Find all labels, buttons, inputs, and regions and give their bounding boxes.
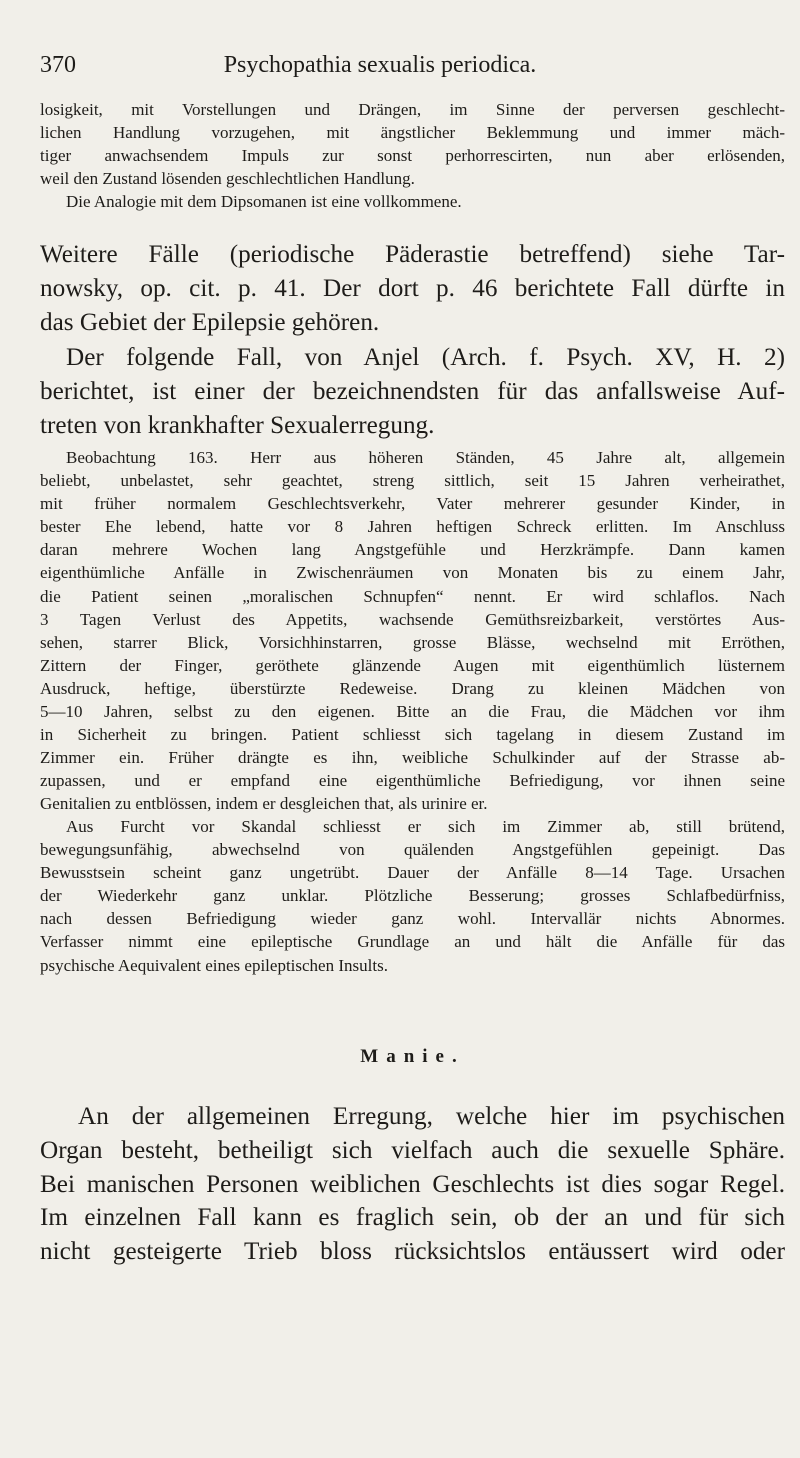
text-line: Zimmer ein. Früher drängte es ihn, weibliche Schulkinder auf der Strasse ab- [40, 748, 785, 768]
text-line: in Sicherheit zu bringen. Patient schliesst sich tagelang in diesem Zustand im [40, 725, 785, 745]
text-line: lichen Handlung vorzugehen, mit ängstlicher Beklemmung und immer mäch- [40, 123, 785, 143]
text-line: 3 Tagen Verlust des Appetits, wachsende Gemüthsreizbarkeit, verstörtes Aus- [40, 609, 785, 629]
text-line: weil den Zustand lösenden geschlechtlichen Handlung. [40, 169, 415, 189]
page-number: 370 [40, 52, 76, 78]
text-line: die Patient seinen „moralischen Schnupfen“ nennt. Er wird schlaflos. Nach [40, 586, 785, 606]
text-line: Aus Furcht vor Skandal schliesst er sich im Zimmer ab, still brütend, [66, 817, 785, 836]
text-line: daran mehrere Wochen lang Angstgefühle und Herzkrämpfe. Dann kamen [40, 540, 785, 560]
paragraph-further-cases [40, 238, 785, 339]
text-line: nowsky, op. cit. p. 41. Der dort p. 46 berichtete Fall dürfte in [40, 274, 785, 302]
text-line: psychische Aequivalent eines epileptischen Insults. [40, 955, 388, 975]
section-heading: Manie. [360, 1046, 465, 1067]
text-line: treten von krankhafter Sexualerregung. [40, 411, 435, 439]
text-line: Die Analogie mit dem Dipsomanen ist eine vollkommene. [66, 192, 462, 211]
text-line: Beobachtung 163. Herr aus höheren Ständen, 45 Jahre alt, allgemein [66, 448, 785, 467]
paragraph-following-case [40, 341, 785, 442]
paragraph-mania [40, 1100, 785, 1269]
text-line: Zittern der Finger, geröthete glänzende Augen mit eigenthümlich lüsternem [40, 655, 785, 675]
text-line: losigkeit, mit Vorstellungen und Drängen, im Sinne der perversen geschlecht- [40, 100, 785, 119]
paragraph-continuation [40, 98, 785, 190]
text-line: sehen, starrer Blick, Vorsichhinstarren, grosse Blässe, wechselnd mit Erröthen, [40, 632, 785, 652]
observation-continued [40, 815, 785, 977]
text-line: Im einzelnen Fall kann es fraglich sein, ob der an und für sich [40, 1204, 785, 1232]
text-line: tiger anwachsendem Impuls zur sonst perhorrescirten, nun aber erlösenden, [40, 146, 785, 166]
text-line: 5—10 Jahren, selbst zu den eigenen. Bitte an die Frau, die Mädchen vor ihm [40, 702, 785, 722]
text-line: Genitalien zu entblössen, indem er desgleichen that, als urinire er. [40, 794, 488, 814]
text-line: eigenthümliche Anfälle in Zwischenräumen von Monaten bis zu einem Jahr, [40, 563, 785, 583]
text-line: nicht gesteigerte Trieb bloss rücksichtslos entäussert wird oder [40, 1238, 785, 1266]
text-line: mit früher normalem Geschlechtsverkehr, Vater mehrerer gesunder Kinder, in [40, 494, 785, 514]
text-line: Bei manischen Personen weiblichen Geschlechts ist dies sogar Regel. [40, 1170, 785, 1198]
text-line: Bewusstsein scheint ganz ungetrübt. Dauer der Anfälle 8—14 Tage. Ursachen [40, 863, 785, 883]
text-line: Weitere Fälle (periodische Päderastie betreffend) siehe Tar- [40, 241, 785, 268]
text-line: Ausdruck, heftige, überstürzte Redeweise. Drang zu kleinen Mädchen von [40, 678, 785, 698]
text-line: beliebt, unbelastet, sehr geachtet, streng sittlich, seit 15 Jahren verheirathet, [40, 471, 785, 491]
text-line: Verfasser nimmt eine epileptische Grundlage an und hält die Anfälle für das [40, 932, 785, 952]
text-line: An der allgemeinen Erregung, welche hier im psychischen [78, 1103, 785, 1130]
text-line: berichtet, ist einer der bezeichnendsten für das anfallsweise Auf- [40, 377, 785, 405]
text-line: bewegungsunfähig, abwechselnd von quälenden Angstgefühlen gepeinigt. Das [40, 840, 785, 860]
running-head [40, 52, 720, 82]
text-line: das Gebiet der Epilepsie gehören. [40, 308, 380, 336]
text-line: Organ besteht, betheiligt sich vielfach auch die sexuelle Sphäre. [40, 1136, 785, 1164]
text-line: bester Ehe lebend, hatte vor 8 Jahren heftigen Schreck erlitten. Im Anschluss [40, 517, 785, 537]
paragraph-analogy [40, 190, 785, 213]
observation-163 [40, 446, 785, 816]
running-title: Psychopathia sexualis periodica. [223, 52, 537, 78]
text-line: Der folgende Fall, von Anjel (Arch. f. Psych. XV, H. 2) [66, 344, 785, 371]
text-line: zupassen, und er empfand eine eigenthümliche Befriedigung, vor ihnen seine [40, 771, 785, 791]
text-line: der Wiederkehr ganz unklar. Plötzliche Besserung; grosses Schlafbedürfniss, [40, 886, 785, 906]
text-line: nach dessen Befriedigung wieder ganz wohl. Intervallär nichts Abnormes. [40, 909, 785, 929]
